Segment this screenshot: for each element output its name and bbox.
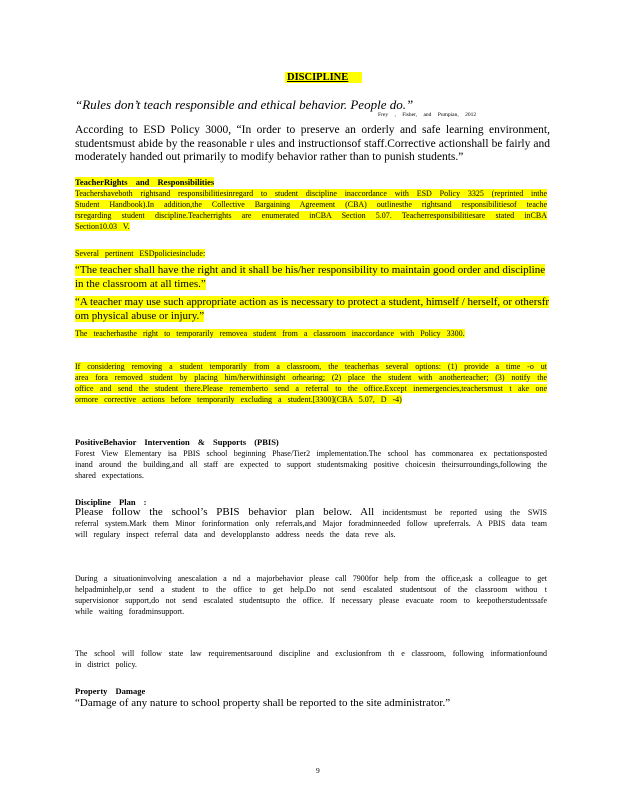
pertinent-policies-line — [75, 248, 205, 259]
property-damage-quote: “Damage of any nature to school property shall be reported to the site administrator.” — [75, 697, 451, 709]
discipline-plan-lead: Please follow the school’s PBIS behavior plan below. All — [75, 506, 375, 518]
epigraph-quote: “Rules don’t teach responsible and ethical behavior. People do.” — [75, 97, 414, 112]
policy-quote-order — [75, 264, 550, 291]
teacher-rights-heading: TeacherRights and Responsibilities — [75, 177, 215, 187]
epigraph-citation: Frey , Fisher, and Pumpian, 2012 — [378, 112, 477, 118]
removal-options-paragraph — [75, 361, 547, 405]
page-title: DISCIPLINE — [285, 72, 362, 83]
policy-quote-order-text: “The teacher shall have the right and it shall be his/her responsibility to maintain good order and discipline in the classroom at all times.” — [75, 264, 546, 290]
property-damage-heading: Property Damage — [75, 686, 146, 696]
pbis-paragraph: Forest View Elementary isa PBIS school beginning Phase/Tier2 implementation.The school has commonarea ex pectationsposted inand around the building,and all staff are expected to support studentsmaking positive choicesin theirsurroundings,following the shared expectations. — [75, 449, 547, 480]
pertinent-policies-text: Several pertinent ESDpoliciesinclude: — [75, 249, 206, 258]
teacher-rights-paragraph — [75, 188, 547, 232]
remove-student-paragraph — [75, 328, 537, 339]
intro-paragraph: According to ESD Policy 3000, “In order to preserve an orderly and safe learning environment, studentsmust abide by the reasonable r ules and instructionsof staff.Corrective actionshall be fairly and moderately handed out primarily to modify behavior rather than to punish students.” — [75, 124, 550, 163]
remove-student-text: The teacherhasthe right to temporarily removea student from a classroom inaccordance with Policy 3300. — [75, 329, 465, 338]
discipline-plan-rest: incidentsmust be reported using the SWIS referral system.Mark them Minor forinformation only referrals,and Major foradminneeded follow upreferrals. A PBIS data team will regulary inspect referral data and developplansto address needs the data reve als. — [75, 508, 547, 539]
page-number: 9 — [316, 766, 320, 775]
teacher-rights-text: Teachershaveboth rightsand responsibilitiesinregard to student discipline inaccordance with ESD Policy 3325 (reprinted inthe Student Handbook).In addition,the Collective Bargaining Agreement (CBA) outlinesthe rightsand responsibilitiesof teache rsregarding student discipline.Teacherrights are enumerated inCBA Section 5.07. Teacherresponsibilitiesare stated inCBA Section10.03 V. — [75, 189, 547, 231]
state-law-paragraph: The school will follow state law requirementsaround discipline and exclusionfrom th e classroom, following informationfound in district policy. — [75, 649, 547, 669]
discipline-plan-heading: Discipline Plan : — [75, 497, 147, 507]
discipline-plan-paragraph — [75, 507, 547, 540]
removal-options-text: If considering removing a student temporarily from a classroom, the teacherhas several options: (1) provide a time -o ut area fora removed student by placing him/herwithinsight orhearing; (2) place the student with anotherteacher; (3) notify the office and send the student there.Please rememberto send a referral to the office.Except inemergencies,teachersmust t ake one ormore corrective actions before temporarily excluding a student.[3300](CBA 5.07, D -4) — [75, 362, 547, 404]
policy-quote-protect-text: “A teacher may use such appropriate action as is necessary to protect a student, himself / herself, or othersfr om physical abuse or injury.” — [75, 296, 550, 322]
escalation-paragraph: During a situationinvolving anescalation a nd a majorbehavior please call 7900for help from the office,ask a colleague to get helpadminhelp,or send a student to the office to get help.Do not send escalated studentsout of the classroom withou t supervisionor support,do not send escalated studentsupto the office. If necessary please evacuate room to keepotherstudentssafe while waiting foradminsupport. — [75, 574, 547, 616]
pbis-heading: PositiveBehavior Intervention & Supports (PBIS) — [75, 437, 279, 447]
policy-quote-protect — [75, 296, 550, 323]
